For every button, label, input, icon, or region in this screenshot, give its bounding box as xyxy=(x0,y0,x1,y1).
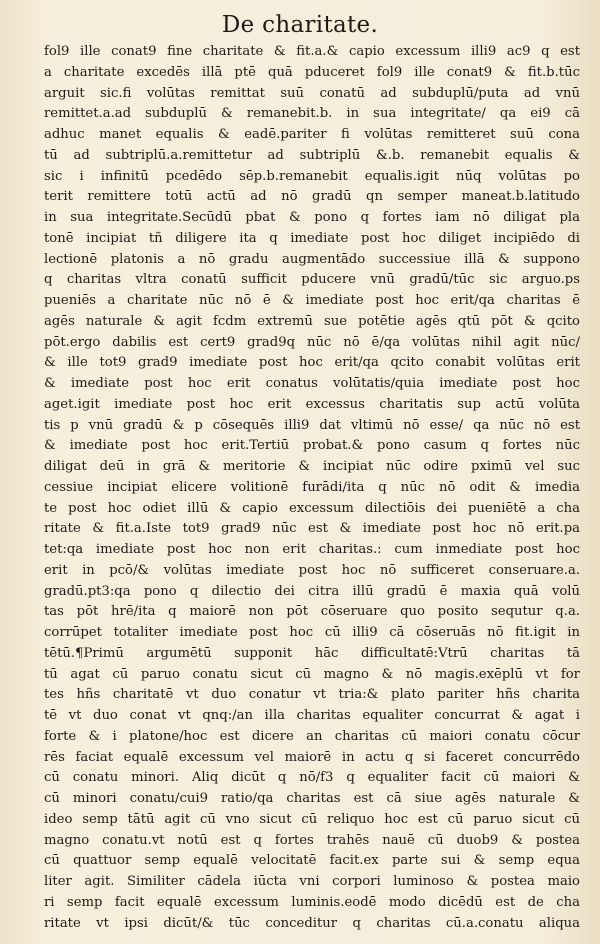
text-line: terit remittere totū actū ad nō gradū qn semper maneat.b.latitudo xyxy=(44,189,580,205)
text-line: & imediate post hoc erit.Tertiū probat.& pono casum q fortes nūc xyxy=(44,438,580,454)
text-line: agēs naturale & agit fcdm extremū sue potētie agēs qtū pōt & qcito xyxy=(44,313,580,329)
text-line: cū quattuor semp equalē velocitatē facit.ex parte sui & semp equa xyxy=(44,853,580,869)
text-line: tonē incipiat tñ diligere ita q imediate post hoc diliget incipiēdo di xyxy=(44,230,580,246)
text-line: arguit sic.fi volūtas remittat suū conatū ad subduplū/puta ad vnū xyxy=(44,85,580,101)
text-line: corrūpet totaliter imediate post hoc cū illi9 cā cōseruās nō fit.igit in xyxy=(44,625,580,640)
text-line: in sua integritate.Secūdū pbat & pono q fortes iam nō diligat pla xyxy=(44,210,580,225)
text-line: cū minori conatu/cui9 ratio/qa charitas est cā siue agēs naturale & xyxy=(44,791,580,806)
text-line: adhuc manet equalis & eadē.pariter fi volūtas remitteret suū cona xyxy=(44,127,580,142)
text-line: erit in pcō/& volūtas imediate post hoc nō sufficeret conseruare.a. xyxy=(44,562,580,578)
text-line: a charitate excedēs illā ptē quā pduceret fol9 ille conat9 & fit.b.tūc xyxy=(44,64,580,80)
text-line: diligat deū in grā & meritorie & incipiat nūc odire pximū vel suc xyxy=(44,459,580,474)
text-line: rēs faciat equalē excessum vel maiorē in actu q si faceret concurrēdo xyxy=(44,749,580,765)
text-line: cessiue incipiat elicere volitionē furādi/ita q nūc nō odit & imedia xyxy=(44,479,580,495)
text-line: tū ad subtriplū.a.remittetur ad subtriplū &.b. remanebit equalis & xyxy=(44,147,580,163)
text-line: aget.igit imediate post hoc erit excessus charitatis sup actū volūta xyxy=(44,396,580,412)
text-line: forte & i platone/hoc est dicere an charitas cū maiori conatu cōcur xyxy=(44,728,580,744)
text-line: sic i infinitū pcedēdo sēp.b.remanebit equalis.igit nūq volūtas po xyxy=(44,168,580,184)
text-line: pōt.ergo dabilis est cert9 grad9q nūc nō ē/qa volūtas nihil agit nūc/ xyxy=(44,334,580,350)
text-line: ri semp facit equalē excessum luminis.eodē modo dicēdū est de cha xyxy=(44,894,580,910)
text-line: tis p vnū gradū & p cōsequēs illi9 dat vltimū nō esse/ qa nūc nō est xyxy=(44,417,580,433)
text-line: & imediate post hoc erit conatus volūtatis/quia imediate post hoc xyxy=(44,376,580,391)
text-line: pueniēs a charitate nūc nō ē & imediate post hoc erit/qa charitas ē xyxy=(44,293,580,308)
text-line: ritate vt ipsi dicūt/& tūc conceditur q charitas cū.a.conatu aliqua xyxy=(44,915,580,931)
text-line: te post hoc odiet illū & capio excessum dilectiōis dei pueniētē a cha xyxy=(44,500,580,516)
text-line: lectionē platonis a nō gradu augmentādo successiue illā & suppono xyxy=(44,251,580,267)
text-line: tē vt duo conat vt qnq:/an illa charitas equaliter concurrat & agat i xyxy=(44,708,580,723)
text-line: tētū.¶Primū argumētū supponit hāc difficultatē:Vtrū charitas tā xyxy=(44,645,580,661)
text-line: liter agit. Similiter cādela iūcta vni corpori luminoso & postea maio xyxy=(44,874,580,889)
text-line: q charitas vltra conatū sufficit pducere vnū gradū/tūc sic arguo.ps xyxy=(44,272,580,288)
text-line: ideo semp tātū agit cū vno sicut cū reliquo hoc est cū paruo sicut cū xyxy=(44,811,580,827)
text-line: tet:qa imediate post hoc non erit charitas.: cum inmediate post hoc xyxy=(44,542,580,557)
text-line: tū agat cū paruo conatu sicut cū magno & nō magis.exēplū vt for xyxy=(44,666,580,682)
text-line: cū conatu minori. Aliq dicūt q nō/f3 q equaliter facit cū maiori & xyxy=(44,770,580,786)
text-block xyxy=(44,42,580,934)
running-header: De charitate. xyxy=(221,12,379,38)
text-line: fol9 ille conat9 fine charitate & fit.a.& capio excessum illi9 ac9 q est xyxy=(44,44,580,59)
text-line: remittet.a.ad subduplū & remanebit.b. in sua integritate/ qa ei9 cā xyxy=(44,106,580,122)
text-line: tes hñs charitatē vt duo conatur vt tria:& plato pariter hñs charita xyxy=(44,687,580,703)
text-line: gradū.pt3:qa pono q dilectio dei citra illū gradū ē maxia quā volū xyxy=(44,583,580,599)
text-line: magno conatu.vt notū est q fortes trahēs nauē cū duob9 & postea xyxy=(44,832,580,848)
text-line: & ille tot9 grad9 imediate post hoc erit/qa qcito conabit volūtas erit xyxy=(44,355,580,371)
text-line: tas pōt hrē/ita q maiorē non pōt cōseruare quo posito sequtur q.a. xyxy=(44,604,580,620)
text-line: ritate & fit.a.Iste tot9 grad9 nūc est & imediate post hoc nō erit.pa xyxy=(44,521,580,537)
